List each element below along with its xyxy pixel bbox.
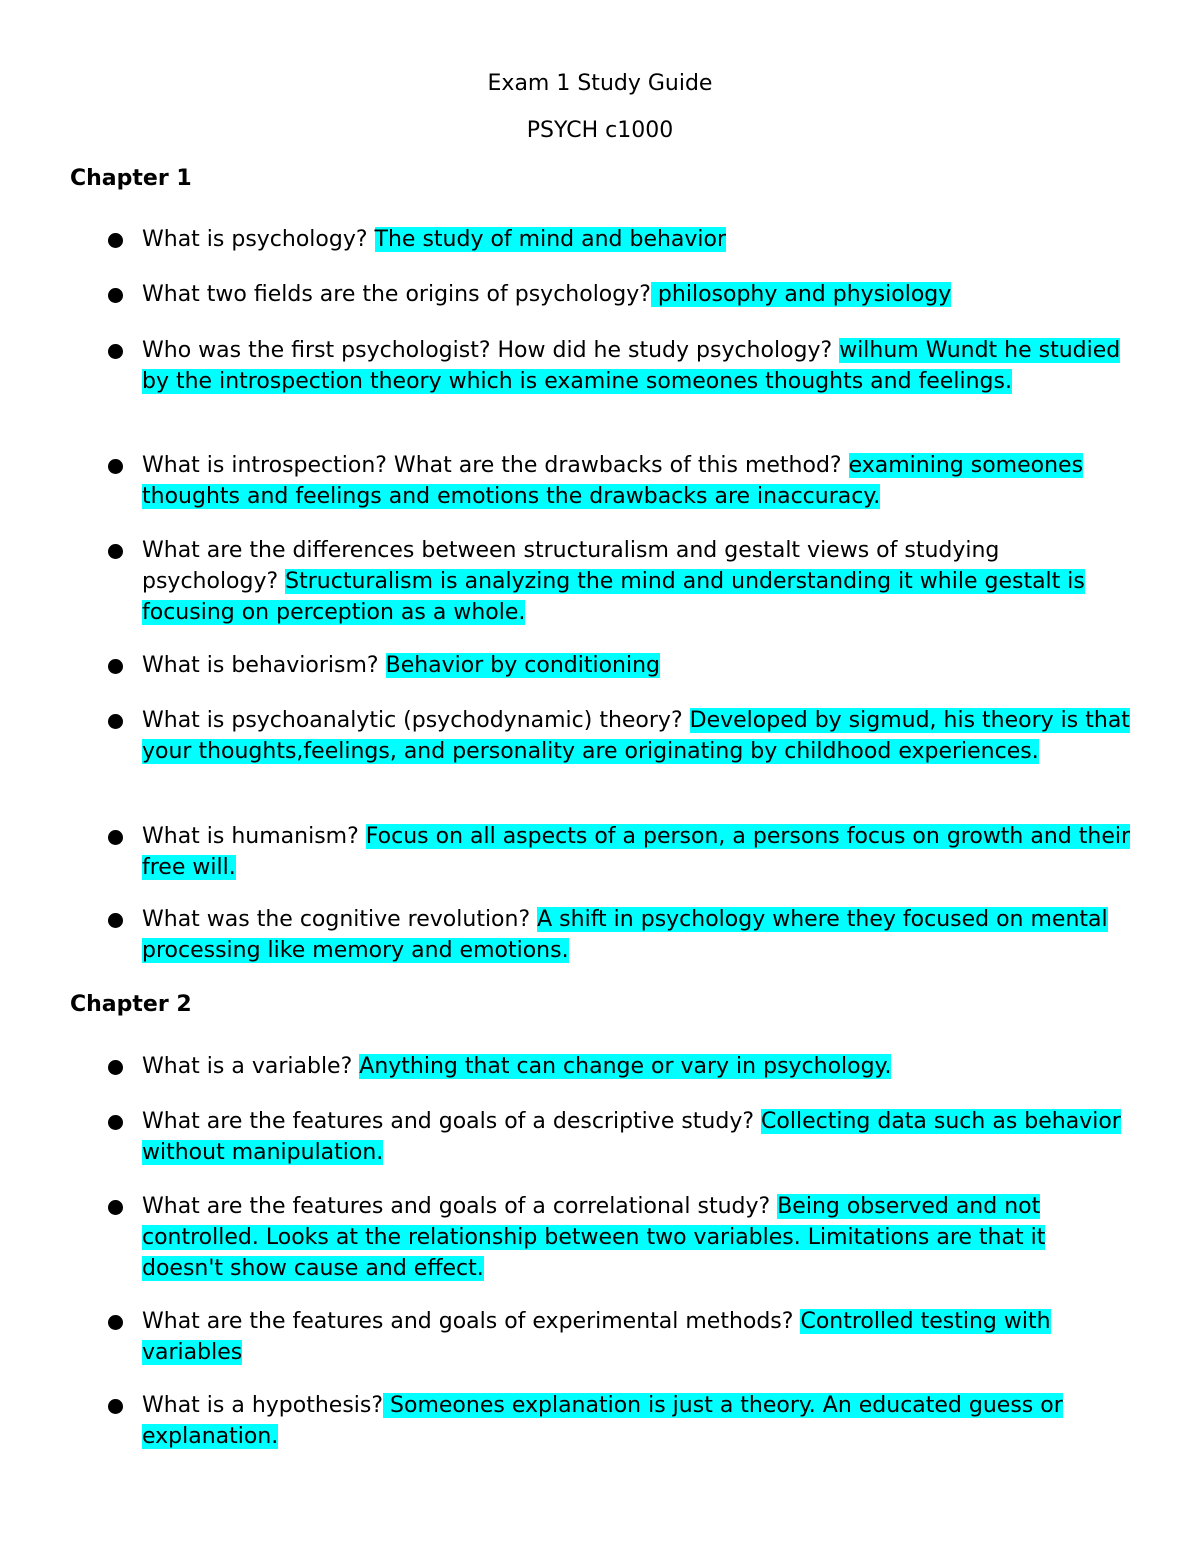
list-item — [142, 904, 1132, 966]
answer-highlight: A shift in psychology where they focused on mental processing like memory and emotions. — [142, 907, 1108, 963]
list-item — [142, 1051, 1132, 1082]
list-item — [142, 279, 1132, 310]
bullet-icon — [108, 344, 123, 359]
bullet-icon — [108, 1399, 123, 1414]
answer-highlight: The study of mind and behavior — [374, 227, 727, 252]
list-item — [142, 535, 1132, 628]
answer-highlight: Focus on all aspects of a person, a persons focus on growth and their free will. — [142, 824, 1131, 880]
chapter-heading: Chapter 1 — [70, 166, 192, 191]
bullet-icon — [108, 233, 123, 248]
answer-highlight: Collecting data such as behavior without manipulation. — [142, 1109, 1121, 1165]
question-text: What two fields are the origins of psychology? — [142, 282, 651, 307]
list-item — [142, 1306, 1132, 1368]
answer-highlight: philosophy and physiology — [650, 282, 952, 307]
bullet-icon — [108, 1115, 123, 1130]
bullet-icon — [108, 659, 123, 674]
bullet-icon — [108, 830, 123, 845]
question-text: What is introspection? What are the drawbacks of this method? — [142, 453, 849, 478]
question-text: What are the features and goals of experimental methods? — [142, 1309, 801, 1334]
bullet-icon — [108, 1060, 123, 1075]
list-item — [142, 1191, 1132, 1284]
bullet-icon — [108, 288, 123, 303]
answer-highlight: examining someones thoughts and feelings and emotions the drawbacks are inaccuracy. — [142, 453, 1084, 509]
list-item — [142, 450, 1132, 512]
question-text: What is psychoanalytic (psychodynamic) theory? — [142, 708, 690, 733]
question-text: What are the features and goals of a descriptive study? — [142, 1109, 762, 1134]
question-text: What is behaviorism? — [142, 653, 386, 678]
course-code: PSYCH c1000 — [526, 118, 674, 143]
bullet-icon — [108, 913, 123, 928]
bullet-icon — [108, 544, 123, 559]
answer-highlight: Anything that can change or vary in psychology. — [359, 1054, 892, 1079]
question-text: What was the cognitive revolution? — [142, 907, 538, 932]
chapter-heading: Chapter 2 — [70, 992, 192, 1017]
answer-highlight: Developed by sigmud, his theory is that your thoughts,feelings, and personality are originating by childhood experiences. — [142, 708, 1130, 764]
question-text: What are the differences between structuralism and gestalt views of studying psychology? — [142, 538, 1000, 594]
list-item — [142, 705, 1132, 767]
question-text: Who was the first psychologist? How did he study psychology? — [142, 338, 840, 363]
list-item — [142, 821, 1132, 883]
list-item — [142, 1106, 1132, 1168]
document-title: Exam 1 Study Guide — [487, 71, 713, 96]
list-item — [142, 335, 1132, 397]
question-text: What is humanism? — [142, 824, 366, 849]
question-text: What is a hypothesis? — [142, 1393, 384, 1418]
bullet-icon — [108, 459, 123, 474]
bullet-icon — [108, 714, 123, 729]
answer-highlight: Structuralism is analyzing the mind and understanding it while gestalt is focusing on perception as a whole. — [142, 569, 1085, 625]
answer-highlight: Behavior by conditioning — [385, 653, 661, 678]
question-text: What is psychology? — [142, 227, 375, 252]
answer-highlight: wilhum Wundt he studied by the introspection theory which is examine someones thoughts and feelings. — [142, 338, 1121, 394]
answer-highlight: Someones explanation is just a theory. An educated guess or explanation. — [142, 1393, 1063, 1449]
question-text: What are the features and goals of a correlational study? — [142, 1194, 778, 1219]
bullet-icon — [108, 1200, 123, 1215]
list-item — [142, 650, 1132, 681]
answer-highlight: Being observed and not controlled. Looks at the relationship between two variables. Limitations are that it doesn't show cause and effect. — [142, 1194, 1046, 1281]
bullet-icon — [108, 1315, 123, 1330]
question-text: What is a variable? — [142, 1054, 360, 1079]
answer-highlight: Controlled testing with variables — [142, 1309, 1051, 1365]
list-item — [142, 1390, 1132, 1452]
list-item — [142, 224, 1132, 255]
